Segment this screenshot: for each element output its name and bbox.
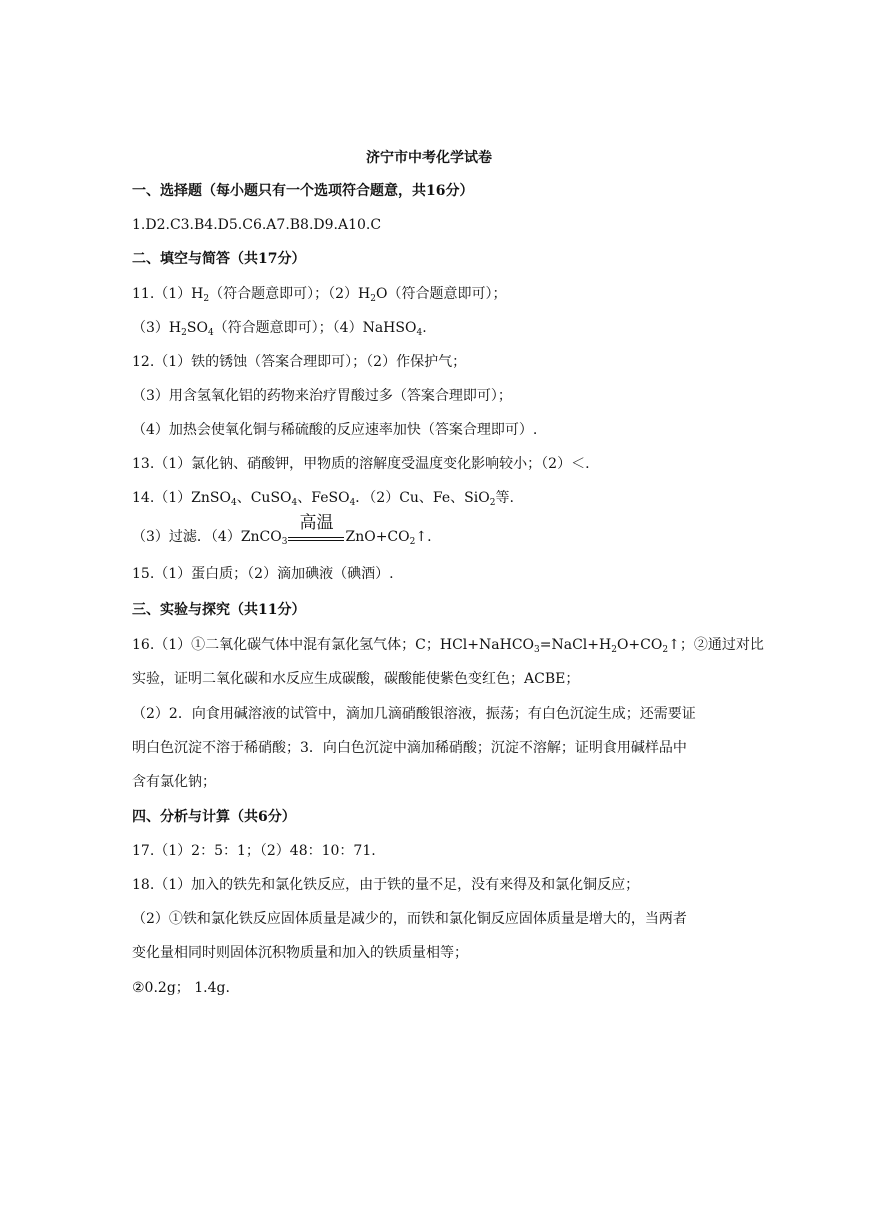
answer-q14-line2: （3）过滤．（4）ZnCO$_3$ 高温 $ZnO+CO_2↑$. [132,513,432,547]
answer-q18-line1: 18.（1）加入的铁先和氯化铁反应，由于铁的量不足，没有来得及和氯化铜反应； [132,877,640,893]
section-4-heading: 四、分析与计算（共6分） [132,809,296,825]
answer-q13: 13.（1）氯化钠、硝酸钾，甲物质的溶解度受温度变化影响较小；（2）＜. [132,456,590,472]
answer-q18-line3: 变化量相同时则固体沉积物质量和加入的铁质量相等； [132,945,468,961]
answer-q11-line1: $11.(1)H_2$（符合题意即可）；$(2)H_2O$（符合题意即可）； [132,286,507,304]
page-title: 济宁市中考化学试卷 [366,150,492,166]
answer-q12-line1: 12.（1）铁的锈蚀（答案合理即可）；（2）作保护气； [132,354,467,370]
answer-q16-line1: 16.（1）①二氧化碳气体中混有氯化氢气体；C；$HCl+NaHCO_3=NaCl+H_2O+CO_2↑$；②通过对比 [132,637,764,655]
answer-q16-line5: 含有氯化钠； [132,774,216,790]
answer-q17: 17.（1）2：5：1；（2）48：10：71. [132,843,376,859]
answer-q14-line1: 14.（1）ZnSO$_4$、CuSO$_4$、FeSO$_4$．（2）Cu、Fe、SiO$_2$等. [132,490,514,508]
answer-q16-line3: （2）2．向食用碱溶液的试管中，滴加几滴硝酸银溶液，振荡；有白色沉淀生成；还需要证 [132,706,696,722]
answer-q12-line2: （3）用含氢氧化铝的药物来治疗胃酸过多（答案合理即可）； [132,388,512,404]
answer-q16-line4: 明白色沉淀不溶于稀硝酸；3．向白色沉淀中滴加稀硝酸；沉淀不溶解；证明食用碱样品中 [132,740,687,756]
answer-line-q1-10: 1.D2.C3.B4.D5.C6.A7.B8.D9.A10.C [132,217,382,233]
section-3-heading: 三、实验与探究（共11分） [132,602,306,618]
answer-q15: 15.（1）蛋白质；（2）滴加碘液（碘酒）. [132,566,394,582]
answer-q11-line2: $(3)H_2SO_4$（符合题意即可）；（4）NaHSO$_4$. [132,320,427,338]
answer-q18-line2: （2）①铁和氯化铁反应固体质量是减少的，而铁和氯化铜反应固体质量是增大的，当两者 [132,911,687,927]
answer-q16-line2: 实验，证明二氧化碳和水反应生成碳酸，碳酸能使紫色变红色；ACBE； [132,671,580,687]
answer-q18-line4: ②0.2g； 1.4g. [132,980,230,996]
reaction-condition-arrow: 高温 [288,528,344,546]
section-2-heading: 二、填空与简答（共17分） [132,251,306,267]
section-1-heading: 一、选择题（每小题只有一个选项符合题意，共16分） [132,183,474,199]
answer-q12-line3: （4）加热会使氧化铜与稀硫酸的反应速率加快（答案合理即可）. [132,422,538,438]
